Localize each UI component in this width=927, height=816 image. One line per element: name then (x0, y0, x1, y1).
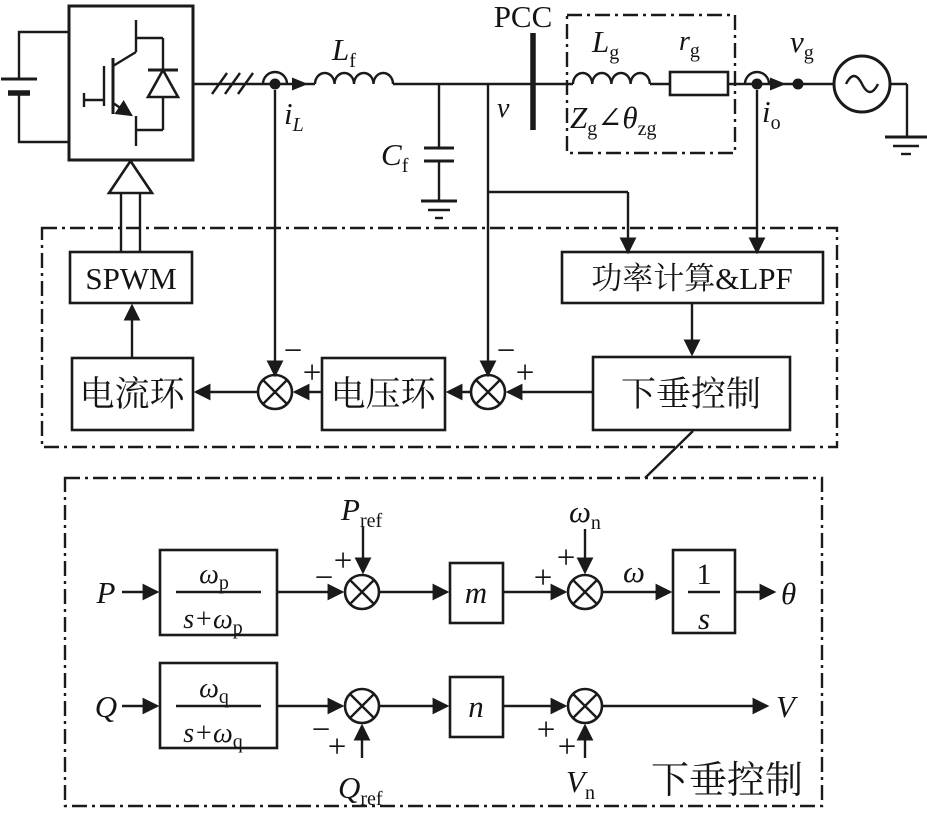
droop-detail-box (65, 478, 822, 806)
current-loop-label: 电流环 (79, 375, 185, 414)
q-filter-block (160, 663, 277, 753)
gain-n-label: n (468, 689, 484, 724)
gate-drive-arrow-icon (109, 161, 152, 252)
label-rg: $r_g$ (679, 26, 700, 62)
label-Lg: $L_g$ (592, 24, 620, 64)
n-plus-sign: + (536, 712, 556, 748)
inverter-block (69, 6, 193, 160)
label-io: $i_o$ (762, 94, 781, 134)
three-phase-slashes-icon (212, 73, 253, 94)
detail-callout-line (645, 431, 693, 478)
p-filter-block (160, 550, 277, 639)
sum1-plus-sign: + (302, 355, 322, 391)
svg-text:ωq: $\omega_q$ (199, 673, 229, 708)
sum2-plus-sign: + (515, 355, 535, 391)
label-Vn: $V_n$ (566, 764, 595, 804)
gain-m-label: m (464, 575, 488, 610)
label-Q: Q (94, 689, 118, 724)
sum-junction-current (258, 375, 292, 409)
label-omega-n: $\omega_n$ (569, 494, 601, 534)
voltage-loop-label: 电压环 (330, 375, 436, 414)
spwm-label: SPWM (85, 261, 177, 296)
q-minus-sign: − (311, 712, 331, 748)
integrator-block (673, 550, 735, 636)
filter-capacitor-icon (421, 84, 457, 218)
filter-inductor-icon (315, 73, 393, 84)
m-plus-sign: + (533, 560, 553, 596)
omega-n-plus-sign: + (556, 540, 576, 576)
svg-text:s: s (697, 601, 711, 636)
label-Qref: $Q_{ref}$ (338, 770, 383, 810)
qref-plus-sign: + (327, 729, 347, 765)
droop-detail-caption: 下垂控制 (650, 760, 804, 802)
grid-resistor-icon (670, 72, 728, 95)
label-v: v (497, 93, 510, 124)
svg-text:1: 1 (696, 558, 712, 591)
power-calc-label: 功率计算&LPF (591, 261, 793, 296)
sum1-minus-sign: − (283, 333, 303, 369)
sum-junction-q (345, 689, 379, 723)
label-Pref: $P_{ref}$ (341, 492, 383, 532)
dc-source-icon (1, 32, 69, 142)
sum-junction-omega (568, 575, 602, 609)
label-vg: $v_g$ (790, 24, 814, 64)
sum-junction-voltage (471, 375, 505, 409)
label-theta: θ (781, 576, 797, 611)
label-iL: $i_L$ (284, 96, 304, 136)
label-Zg: $Z_g\angle\theta_{zg}$ (570, 100, 657, 140)
sum-junction-v (568, 689, 602, 723)
ac-source-icon (834, 56, 927, 154)
pref-plus-sign: + (333, 543, 353, 579)
label-pcc: PCC (493, 0, 553, 34)
grid-ground-icon (885, 137, 927, 154)
label-V: V (776, 689, 795, 724)
igbt-icon (84, 20, 136, 146)
sum-junction-p (345, 575, 379, 609)
label-P: P (96, 575, 116, 610)
sum2-minus-sign: − (496, 333, 516, 369)
ground-icon (421, 201, 457, 218)
p-minus-sign: − (314, 560, 334, 596)
current-sensor-io (745, 72, 804, 91)
vn-plus-sign: + (557, 729, 577, 765)
grid-inductor-icon (573, 73, 650, 84)
label-omega: ω (623, 554, 645, 589)
droop-label: 下垂控制 (620, 375, 762, 414)
svg-text:ωp: $\omega_p$ (199, 559, 229, 594)
svg-text:s+ωq: $s+\omega_q$ (183, 718, 243, 753)
current-sensor-iL (263, 72, 308, 91)
svg-text:s+ωp: $s+\omega_p$ (183, 604, 243, 639)
label-Cf: $C_f$ (381, 137, 409, 177)
diode-icon (136, 38, 178, 130)
label-Lf: $L_f$ (332, 32, 356, 72)
